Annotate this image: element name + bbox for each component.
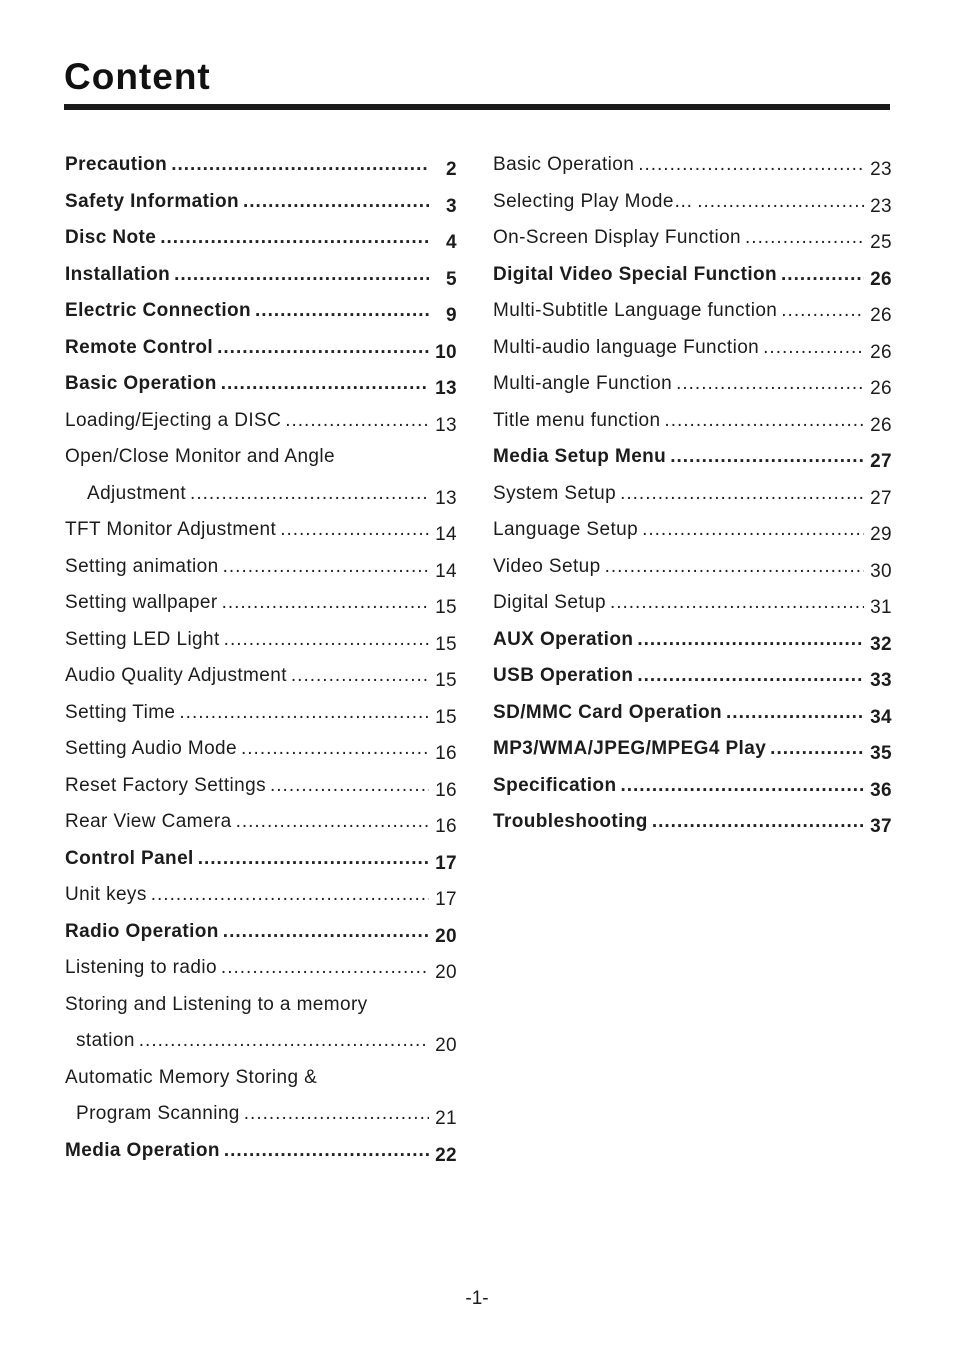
toc-entry[interactable] xyxy=(65,957,457,994)
toc-entry-page: 5 xyxy=(446,268,457,290)
toc-entry[interactable] xyxy=(493,811,892,848)
page-title: Content xyxy=(64,56,211,97)
toc-entry-title: Installation xyxy=(65,263,171,285)
toc-entry-page: 13 xyxy=(435,414,457,436)
toc-entry-title: Specification xyxy=(493,774,617,796)
toc-entry-page: 26 xyxy=(870,341,892,363)
toc-entry-title: Listening to radio xyxy=(65,957,217,978)
dot-leader xyxy=(642,519,864,541)
toc-entry[interactable] xyxy=(493,446,892,483)
toc-entry-title: Basic Operation xyxy=(493,154,635,175)
toc-entry[interactable] xyxy=(493,738,892,775)
toc-entry[interactable] xyxy=(65,264,457,301)
toc-entry[interactable] xyxy=(493,264,892,301)
toc-entry[interactable] xyxy=(65,592,457,629)
dot-leader xyxy=(676,373,864,395)
toc-entry-title: Automatic Memory Storing & xyxy=(65,1066,318,1088)
toc-entry[interactable] xyxy=(493,519,892,556)
toc-entry-page: 3 xyxy=(446,195,457,217)
dot-leader xyxy=(638,154,864,176)
toc-entry[interactable] xyxy=(493,775,892,812)
dot-leader xyxy=(280,519,429,541)
toc-entry-page: 37 xyxy=(870,816,892,837)
toc-entry-page: 4 xyxy=(446,232,457,253)
toc-entry-page: 29 xyxy=(870,524,892,545)
toc-entry-title: AUX Operation xyxy=(493,628,634,650)
dot-leader xyxy=(670,446,864,468)
toc-entry-title: Video Setup xyxy=(493,555,601,577)
toc-entry[interactable] xyxy=(493,300,892,337)
toc-entry-title: Unit keys xyxy=(65,884,147,905)
dot-leader xyxy=(223,921,429,943)
toc-entry[interactable] xyxy=(65,410,457,447)
toc-entry-title: Reset Factory Settings xyxy=(65,774,266,796)
dot-leader xyxy=(745,227,864,249)
toc-entry-page: 33 xyxy=(870,670,892,691)
toc-entry[interactable] xyxy=(493,191,892,228)
dot-leader xyxy=(224,629,429,651)
toc-entry-page: 10 xyxy=(435,341,457,363)
dot-leader xyxy=(620,775,864,797)
toc-right-column xyxy=(493,154,892,848)
dot-leader xyxy=(697,191,864,213)
toc-entry-page: 26 xyxy=(870,378,892,399)
toc-entry-page: 36 xyxy=(870,779,892,801)
toc-entry[interactable] xyxy=(65,337,457,374)
toc-entry[interactable] xyxy=(493,410,892,447)
toc-entry-title: Digital Video Special Function xyxy=(493,263,778,285)
toc-entry-title: On-Screen Display Function xyxy=(493,227,742,248)
toc-entry-title: Open/Close Monitor and Angle xyxy=(65,446,335,467)
toc-entry[interactable] xyxy=(493,337,892,374)
toc-entry-page: 15 xyxy=(435,670,457,691)
toc-entry-page: 23 xyxy=(870,159,892,180)
toc-entry-title: station xyxy=(76,1030,135,1051)
toc-entry[interactable] xyxy=(493,373,892,410)
toc-entry-title: Selecting Play Mode… xyxy=(493,190,694,212)
toc-entry-title: Storing and Listening to a memory xyxy=(65,993,368,1015)
toc-entry-title: Setting Audio Mode xyxy=(65,738,237,759)
toc-entry-title: Adjustment xyxy=(87,482,187,504)
toc-entry-title: Media Setup Menu xyxy=(493,446,667,467)
toc-entry-title: Setting Time xyxy=(65,701,176,723)
toc-entry[interactable] xyxy=(65,446,457,483)
toc-entry-page: 20 xyxy=(435,1035,457,1056)
toc-entry[interactable] xyxy=(493,154,892,191)
toc-entry-title: Media Operation xyxy=(65,1139,220,1161)
toc-entry-title: Electric Connection xyxy=(65,300,252,321)
toc-entry[interactable] xyxy=(65,775,457,812)
toc-entry-title: Multi-angle Function xyxy=(493,373,673,394)
toc-entry[interactable] xyxy=(65,1030,457,1067)
dot-leader xyxy=(223,556,429,578)
toc-entry[interactable] xyxy=(65,811,457,848)
toc-entry-page: 17 xyxy=(435,889,457,910)
toc-entry-title: Setting wallpaper xyxy=(65,592,218,613)
toc-entry[interactable] xyxy=(65,227,457,264)
dot-leader xyxy=(770,738,864,760)
toc-entry-title: TFT Monitor Adjustment xyxy=(65,519,277,540)
toc-entry-title: USB Operation xyxy=(493,665,634,686)
toc-entry-page: 25 xyxy=(870,232,892,253)
toc-entry-title: Loading/Ejecting a DISC xyxy=(65,409,282,431)
toc-left-column xyxy=(65,154,457,1176)
toc-entry-page: 31 xyxy=(870,597,892,618)
toc-entry-page: 23 xyxy=(870,195,892,217)
dot-leader xyxy=(179,702,429,724)
dot-leader xyxy=(652,811,864,833)
toc-entry[interactable] xyxy=(493,629,892,666)
toc-entry-page: 13 xyxy=(435,487,457,509)
toc-entry-title: Basic Operation xyxy=(65,373,217,394)
toc-entry[interactable] xyxy=(65,556,457,593)
toc-entry[interactable] xyxy=(493,227,892,264)
toc-entry-page: 16 xyxy=(435,816,457,837)
toc-entry-title: Program Scanning xyxy=(76,1103,240,1124)
dot-leader xyxy=(637,665,864,687)
dot-leader xyxy=(610,592,864,614)
dot-leader xyxy=(174,264,429,286)
toc-entry-title: Safety Information xyxy=(65,190,239,212)
toc-entry-title: Control Panel xyxy=(65,847,194,869)
toc-entry[interactable] xyxy=(65,1103,457,1140)
toc-entry[interactable] xyxy=(65,738,457,775)
page-number: -1- xyxy=(465,1288,489,1309)
dot-leader xyxy=(222,592,429,614)
toc-entry-title: Digital Setup xyxy=(493,592,606,613)
toc-entry-page: 20 xyxy=(435,925,457,947)
toc-entry-title: Setting animation xyxy=(65,555,219,577)
toc-entry-page: 21 xyxy=(435,1108,457,1129)
toc-entry-page: 16 xyxy=(435,743,457,764)
toc-entry-title: Language Setup xyxy=(493,519,639,540)
toc-entry[interactable] xyxy=(493,665,892,702)
toc-entry-page: 20 xyxy=(435,962,457,983)
toc-entry-page: 2 xyxy=(446,159,457,180)
toc-entry-page: 34 xyxy=(870,706,892,728)
dot-leader xyxy=(151,884,429,906)
toc-entry-title: Radio Operation xyxy=(65,920,219,942)
toc-entry[interactable] xyxy=(493,592,892,629)
dot-leader xyxy=(221,373,429,395)
toc-entry-title: System Setup xyxy=(493,482,617,504)
toc-entry-page: 15 xyxy=(435,633,457,655)
toc-entry-title: Troubleshooting xyxy=(493,811,648,832)
toc-entry[interactable] xyxy=(65,702,457,739)
toc-entry[interactable] xyxy=(65,994,457,1031)
toc-entry[interactable] xyxy=(493,483,892,520)
toc-entry[interactable] xyxy=(65,1140,457,1177)
toc-entry-title: SD/MMC Card Operation xyxy=(493,701,723,723)
toc-entry[interactable] xyxy=(65,629,457,666)
dot-leader xyxy=(160,227,429,249)
dot-leader xyxy=(285,410,429,432)
dot-leader xyxy=(224,1140,429,1162)
toc-entry-page: 27 xyxy=(870,487,892,509)
toc-entry-page: 16 xyxy=(435,779,457,801)
toc-entry[interactable] xyxy=(65,191,457,228)
toc-entry-page: 13 xyxy=(435,378,457,399)
toc-entry[interactable] xyxy=(65,373,457,410)
toc-entry-title: MP3/WMA/JPEG/MPEG4 Play xyxy=(493,738,767,759)
toc-entry-title: Rear View Camera xyxy=(65,811,232,832)
toc-entry[interactable] xyxy=(65,483,457,520)
dot-leader xyxy=(620,483,864,505)
toc-entry-title: Setting LED Light xyxy=(65,628,220,650)
title-divider xyxy=(64,104,890,110)
toc-entry[interactable] xyxy=(65,665,457,702)
dot-leader xyxy=(241,738,429,760)
dot-leader xyxy=(781,300,864,322)
toc-entry-title: Audio Quality Adjustment xyxy=(65,665,287,686)
toc-entry-title: Remote Control xyxy=(65,336,214,358)
toc-entry-title: Multi-audio language Function xyxy=(493,336,760,358)
dot-leader xyxy=(637,629,864,651)
toc-entry-page: 15 xyxy=(435,597,457,618)
toc-entry[interactable] xyxy=(65,921,457,958)
dot-leader xyxy=(270,775,429,797)
dot-leader xyxy=(605,556,864,578)
toc-entry[interactable] xyxy=(65,300,457,337)
toc-entry-page: 26 xyxy=(870,305,892,326)
toc-entry[interactable] xyxy=(65,519,457,556)
dot-leader xyxy=(171,154,429,176)
dot-leader xyxy=(763,337,864,359)
dot-leader xyxy=(291,665,429,687)
toc-entry[interactable] xyxy=(65,848,457,885)
dot-leader xyxy=(221,957,429,979)
toc-entry-page: 14 xyxy=(435,524,457,545)
dot-leader xyxy=(217,337,429,359)
toc-entry-page: 32 xyxy=(870,633,892,655)
toc-entry-page: 30 xyxy=(870,560,892,582)
toc-entry-page: 14 xyxy=(435,560,457,582)
dot-leader xyxy=(236,811,429,833)
toc-entry-page: 9 xyxy=(446,305,457,326)
dot-leader xyxy=(664,410,864,432)
dot-leader xyxy=(139,1030,429,1052)
toc-entry[interactable] xyxy=(65,884,457,921)
toc-entry-page: 26 xyxy=(870,414,892,436)
dot-leader xyxy=(781,264,864,286)
dot-leader xyxy=(198,848,429,870)
toc-entry[interactable] xyxy=(493,702,892,739)
toc-entry-page: 27 xyxy=(870,451,892,472)
toc-entry[interactable] xyxy=(493,556,892,593)
toc-entry-page: 17 xyxy=(435,852,457,874)
dot-leader xyxy=(255,300,429,322)
dot-leader xyxy=(190,483,429,505)
toc-entry-page: 15 xyxy=(435,706,457,728)
toc-entry-page: 22 xyxy=(435,1144,457,1166)
toc-entry-page: 35 xyxy=(870,743,892,764)
toc-entry-title: Disc Note xyxy=(65,227,157,248)
toc-entry[interactable] xyxy=(65,1067,457,1104)
toc-entry-page: 26 xyxy=(870,268,892,290)
toc-entry-title: Multi-Subtitle Language function xyxy=(493,300,778,321)
toc-entry-title: Title menu function xyxy=(493,409,661,431)
dot-leader xyxy=(244,1103,429,1125)
toc-entry-title: Precaution xyxy=(65,154,168,175)
toc-entry[interactable] xyxy=(65,154,457,191)
dot-leader xyxy=(726,702,864,724)
dot-leader xyxy=(243,191,429,213)
